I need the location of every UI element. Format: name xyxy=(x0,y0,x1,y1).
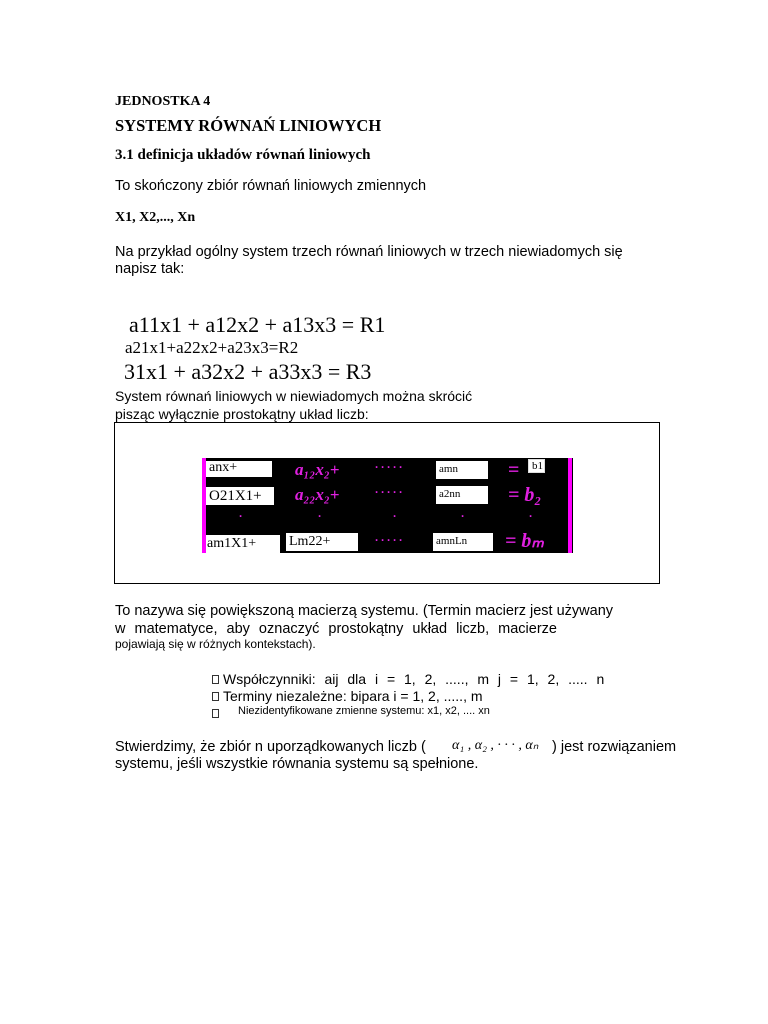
matrix-cell-r2c4: a2nn xyxy=(436,486,488,504)
solution-text-end: ) jest rozwiązaniem xyxy=(552,739,677,755)
section-heading: 3.1 definicja układów równań liniowych xyxy=(115,147,371,163)
matrix-dots-r3: · · · · · xyxy=(375,533,402,547)
matrix-rhs-r1: b1 xyxy=(528,459,545,473)
matrix-cell-r1c1: anx+ xyxy=(206,461,272,477)
augmented-text-line3: pojawiają się w różnych kontekstach). xyxy=(115,637,316,651)
solution-text-start: Stwierdzimy, że zbiór n uporządkowanych liczb ( xyxy=(115,739,426,755)
matrix-rhs-r2 xyxy=(508,485,541,505)
matrix-cell-r1c2: a₁₂x₂+ xyxy=(295,460,340,479)
shorthand-text-line2: pisząc wyłącznie prostokątny układ liczb: xyxy=(115,406,369,422)
matrix-rhs-r3-value: bₘ xyxy=(521,530,544,552)
bullet-box-icon xyxy=(212,692,219,701)
example-text-line1: Na przykład ogólny system trzech równań liniowych w trzech niewiadomych się xyxy=(115,244,623,260)
matrix-cell-r2c1: O21X1+ xyxy=(206,487,274,505)
matrix-equals-r3: = xyxy=(505,530,517,552)
matrix-cell-r3c2: Lm22+ xyxy=(286,533,358,551)
matrix-right-bracket xyxy=(568,458,572,553)
matrix-rhs-r3 xyxy=(505,531,544,551)
matrix-vdot-c2: · xyxy=(318,509,321,523)
matrix-vdot-c4: · xyxy=(461,509,464,523)
alpha-sequence: α₁ , α₂ , · · · , αₙ xyxy=(452,738,539,753)
equation-2: a21x1+a22x2+a23x3=R2 xyxy=(125,338,299,357)
matrix-equals-r1: = xyxy=(508,459,520,481)
list-item-unknowns: Niezidentyfikowane zmienne systemu: x1, x2, .... xn xyxy=(238,705,490,717)
matrix-left-bracket xyxy=(202,458,206,553)
variables-line: X1, X2,..., Xn xyxy=(115,210,196,225)
augmented-text-line1: To nazywa się powiększoną macierzą systemu. (Termin macierz jest używany xyxy=(115,603,614,619)
equation-3: 31x1 + a32x2 + a33x3 = R3 xyxy=(124,359,372,384)
matrix-vdot-c1: · xyxy=(239,509,242,523)
matrix-vdot-c5: · xyxy=(529,509,532,523)
matrix-cell-r3c4: amnLn xyxy=(433,533,493,551)
example-text-line2: napisz tak: xyxy=(115,261,185,277)
matrix-dots-r1: · · · · · xyxy=(375,460,402,474)
list-item-independent-terms: Terminy niezależne: bipara i = 1, 2, ....., m xyxy=(223,688,483,704)
matrix-equals-r2: = xyxy=(508,484,520,506)
augmented-text-line2: w matematyce, aby oznaczyć prostokątny układ liczb, macierze xyxy=(115,621,557,637)
matrix-rhs-r2-value: b₂ xyxy=(524,484,542,506)
matrix-cell-r2c2: a₂₂x₂+ xyxy=(295,485,340,504)
intro-text: To skończony zbiór równań liniowych zmiennych xyxy=(115,178,427,194)
chapter-title: SYSTEMY RÓWNAŃ LINIOWYCH xyxy=(115,116,382,135)
bullet-box-icon xyxy=(212,709,219,718)
unit-heading: JEDNOSTKA 4 xyxy=(115,94,211,109)
shorthand-text-line1: System równań liniowych w niewiadomych można skrócić xyxy=(115,388,473,404)
matrix-vdot-c3: · xyxy=(393,509,396,523)
matrix-cell-r1c4: amn xyxy=(436,461,488,479)
bullet-box-icon xyxy=(212,675,219,684)
solution-text-line2: systemu, jeśli wszystkie równania systemu są spełnione. xyxy=(115,756,479,772)
matrix-dots-r2: · · · · · xyxy=(375,485,402,499)
equation-1: a11x1 + a12x2 + a13x3 = R1 xyxy=(129,312,386,337)
augmented-matrix-image xyxy=(203,458,573,553)
list-item-coefficients: Współczynniki: aij dla i = 1, 2, ....., m j = 1, 2, ..... n xyxy=(223,671,605,687)
matrix-cell-r3c1: am1X1+ xyxy=(204,535,280,553)
